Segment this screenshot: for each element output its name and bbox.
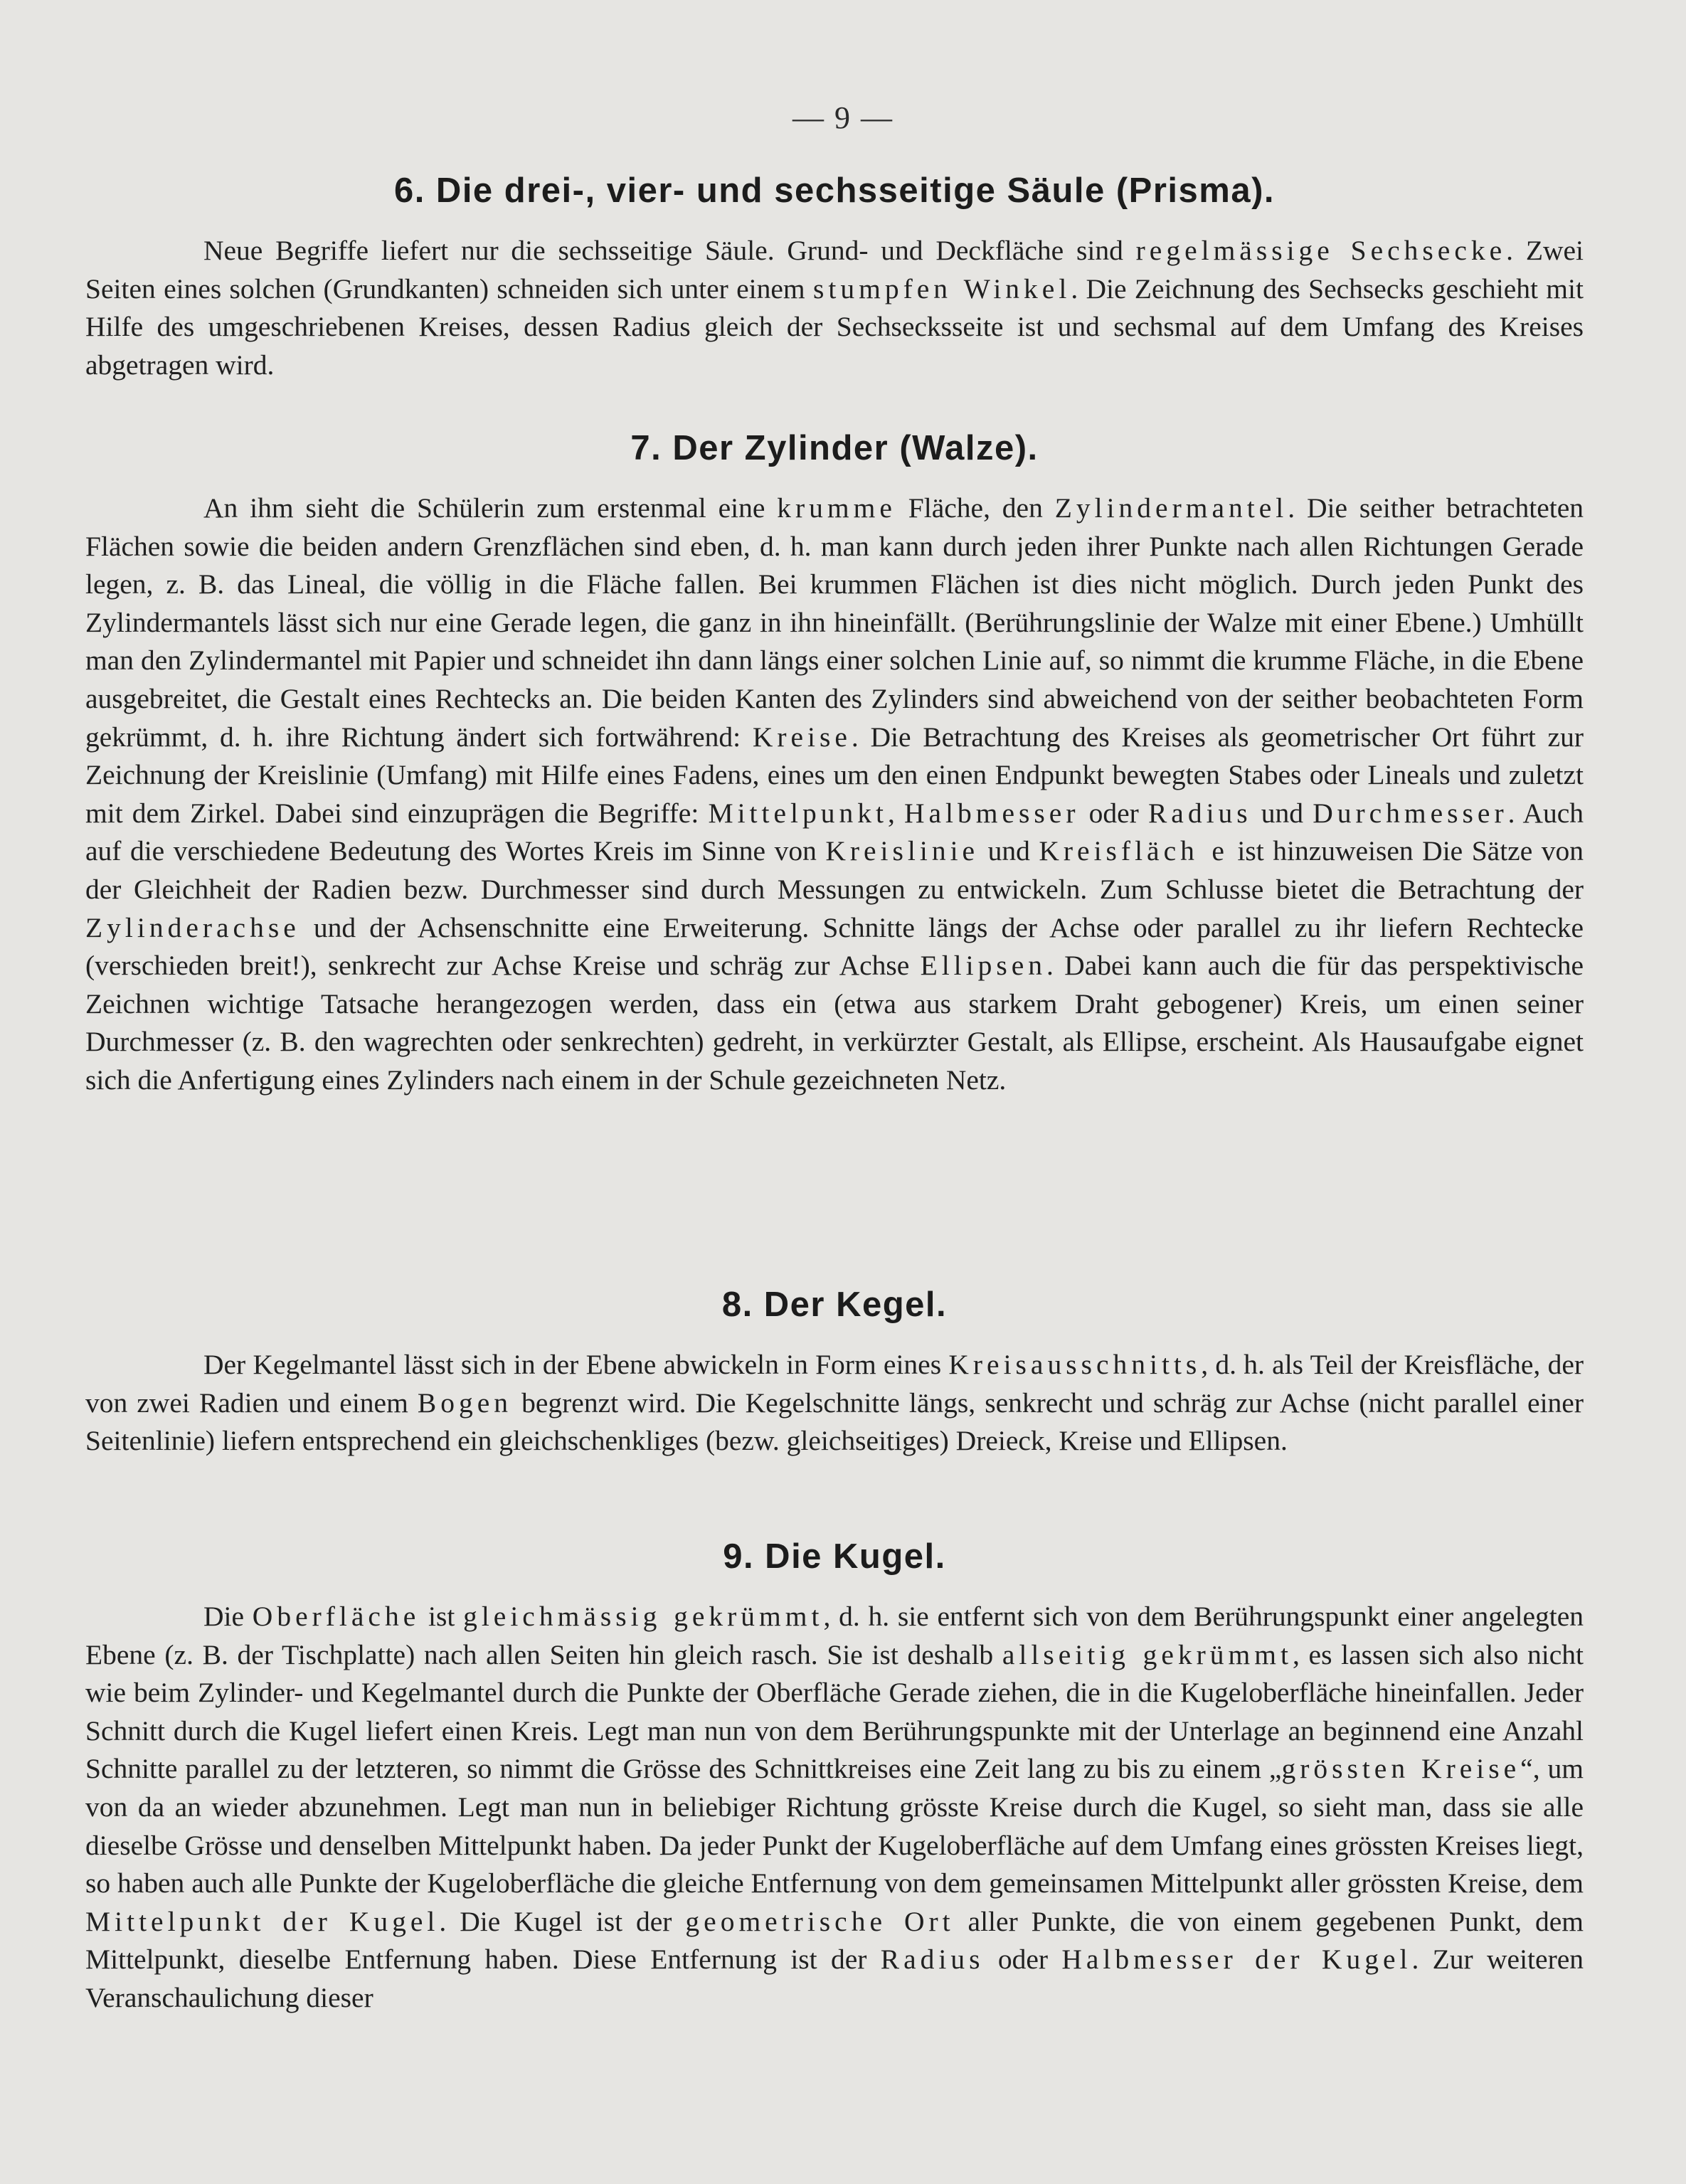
- text-run: oder: [984, 1944, 1062, 1976]
- spaced-term: Durchmesser: [1313, 797, 1508, 829]
- spaced-term: Radius: [880, 1944, 985, 1976]
- spaced-term: Mittelpunkt der Kugel: [85, 1905, 440, 1937]
- text-run: . Die Zeichnung des Sechsecks geschieht mit Hilfe des umgeschriebenen Kreises, dessen Radius gleich der Sechsecksseite ist und sechsmal auf dem Umfang des Kreises abgetragen wird.: [85, 272, 1584, 381]
- section-paragraph: [85, 1598, 1584, 2018]
- spaced-term: Kreisausschnitts: [948, 1349, 1202, 1380]
- text-run: . Die seither betrachteten Flächen sowie die beiden andern Grenzflächen sind eben, d. h. man kann durch jeden ihrer Punkte nach allen Richtungen Gerade legen, z. B. das Lineal, die völlig in die Fläche fallen. Bei krummen Flächen ist dies nicht möglich. Durch jeden Punkt des Zylindermantels lässt sich nur eine Gerade legen, die ganz in ihn hineinfällt. (Berührungslinie der Walze mit einer Ebene.) Umhüllt man den Zylindermantel mit Papier und schneidet ihn dann längs einer solchen Linie auf, so nimmt die krumme Fläche, in die Ebene ausgebreitet, die Gestalt eines Rechtecks an. Die beiden Kanten des Zylinders sind abweichend von der seither beobachteten Form gekrümmt, d. h. ihre Richtung ändert sich fortwährend:: [85, 492, 1584, 753]
- section-heading: 8. Der Kegel.: [721, 1286, 948, 1324]
- spaced-term: Zylinderachse: [85, 911, 300, 943]
- text-run: ist hinzuweisen Die Sätze von der Gleichheit der Radien bezw. Durchmesser sind durch Messungen zu entwickeln. Zum Schlusse bietet die Betrachtung der: [85, 835, 1584, 905]
- text-run: oder: [1079, 797, 1148, 829]
- text-run: und: [979, 835, 1039, 867]
- spaced-term: krumme: [777, 492, 896, 524]
- spaced-term: Bogen: [417, 1387, 513, 1419]
- spaced-term: Radius: [1147, 797, 1252, 829]
- text-run: und der Achsenschnitte eine Erweiterung. Schnitte längs der Achse oder parallel zu ihr liefern Rechtecke (verschieden breit!), senkrecht zur Achse Kreise und schräg zur Achse: [85, 911, 1584, 982]
- text-run: Fläche, den: [896, 492, 1055, 524]
- spaced-term: Oberfläche: [252, 1601, 420, 1632]
- text-run: ist: [420, 1601, 464, 1632]
- page-number: — 9 —: [792, 100, 894, 135]
- section-heading: 6. Die drei-, vier- und sechsseitige Säule (Prisma).: [393, 171, 1276, 210]
- spaced-term: Zylindermantel: [1054, 492, 1288, 524]
- spaced-term: Halbmesser: [904, 797, 1080, 829]
- text-run: begrenzt wird. Die Kegelschnitte längs, senkrecht und schräg zur Achse (nicht parallel einer Seitenlinie) liefern entsprechend ein gleichschenkliges (bezw. gleichseitiges) Dreieck, Kreise und Ellipsen.: [85, 1387, 1584, 1457]
- spaced-term: Kreislinie: [825, 835, 980, 867]
- spaced-term: geometrische Ort: [685, 1905, 955, 1937]
- text-run: . Die Betrachtung des Kreises als geometrischer Ort führt zur Zeichnung der Kreislinie (Umfang) mit Hilfe eines Fadens, eines um den einen Endpunkt bewegten Stabes oder Lineals und zuletzt mit dem Zirkel. Dabei sind einzuprägen die Begriffe:: [85, 721, 1584, 829]
- spaced-term: grössten Kreise: [1281, 1753, 1521, 1785]
- spaced-term: Mittelpunkt: [708, 797, 888, 829]
- text-run: . Zur weiteren Veranschaulichung dieser: [85, 1944, 1584, 2013]
- spaced-term: Halbmesser der Kugel: [1061, 1944, 1412, 1976]
- spaced-term: regelmässige Sechsecke: [1135, 235, 1507, 266]
- text-run: Die: [203, 1601, 253, 1632]
- spaced-term: stumpfen Winkel: [813, 272, 1071, 304]
- section-kugel: [85, 1535, 1584, 2018]
- text-run: Der Kegelmantel lässt sich in der Ebene abwickeln in Form eines: [203, 1349, 949, 1380]
- section-prisma: [85, 169, 1584, 384]
- spaced-term: allseitig gekrümmt: [1002, 1638, 1293, 1670]
- section-heading: 9. Die Kugel.: [723, 1537, 946, 1576]
- spaced-term: gleichmässig gekrümmt: [463, 1601, 824, 1632]
- text-run: An ihm sieht die Schülerin zum erstenmal eine: [203, 492, 778, 524]
- section-zylinder: [85, 427, 1584, 1100]
- text-run: . Dabei kann auch die für das perspektivische Zeichnen wichtige Tatsache herangezogen werden, dass ein (etwa aus starkem Draht gebogener) Kreis, um einen seiner Durchmesser (z. B. den wagrechten oder senkrechten) gedreht, in verkürzter Gestalt, als Ellipse, erscheint. Als Hausaufgabe eignet sich die Anfertigung eines Zylinders nach einem in der Schule gezeichneten Netz.: [85, 950, 1584, 1096]
- text-run: , es lassen sich also nicht wie beim Zylinder- und Kegelmantel durch die Punkte der Oberfläche Gerade ziehen, die in die Kugeloberfläche hineinfallen. Jeder Schnitt durch die Kugel liefert einen Kreis. Legt man nun von dem Berührungspunkte mit der Unterlage an beginnend eine Anzahl Schnitte parallel zu der letzteren, so nimmt die Grösse des Schnittkreises eine Zeit lang zu bis zu einem „: [85, 1638, 1584, 1785]
- text-run: und: [1251, 797, 1313, 829]
- text-run: Neue Begriffe liefert nur die sechsseitige Säule. Grund- und Deckfläche sind: [203, 235, 1136, 266]
- spaced-term: Ellipsen: [920, 950, 1047, 982]
- spaced-term: Kreise: [752, 721, 852, 753]
- text-run: . Zwei Seiten eines solchen (Grundkanten) schneiden sich unter einem: [85, 235, 1584, 304]
- section-paragraph: [85, 1346, 1584, 1461]
- text-run: . Die Kugel ist der: [439, 1905, 686, 1937]
- text-run: aller Punkte, die von einem gegebenen Punkt, dem Mittelpunkt, dieselbe Entfernung haben. Diese Entfernung ist der: [85, 1905, 1584, 1976]
- section-kegel: [85, 1283, 1584, 1461]
- section-paragraph: [85, 489, 1584, 1100]
- text-run: ,: [887, 797, 904, 829]
- text-run: . Auch auf die verschiedene Bedeutung des Wortes Kreis im Sinne von: [85, 797, 1584, 867]
- text-run: , d. h. sie entfernt sich von dem Berührungspunkt einer angelegten Ebene (z. B. der Tischplatte) nach allen Seiten hin gleich rasch. Sie ist deshalb: [85, 1601, 1584, 1670]
- spaced-term: Kreisfläch e: [1039, 835, 1229, 867]
- section-heading: 7. Der Zylinder (Walze).: [630, 429, 1039, 467]
- section-paragraph: [85, 232, 1584, 384]
- text-run: , d. h. als Teil der Kreisfläche, der von zwei Radien und einem: [85, 1349, 1584, 1419]
- text-run: “, um von da an wieder abzunehmen. Legt man nun in beliebiger Richtung grösste Kreise durch die Kugel, so sieht man, dass sie alle dieselbe Grösse und denselben Mittelpunkt haben. Da jeder Punkt der Kugeloberfläche auf dem Umfang eines grössten Kreises liegt, so haben auch alle Punkte der Kugeloberfläche die gleiche Entfernung von dem gemeinsamen Mittelpunkt aller grössten Kreise, dem: [85, 1753, 1584, 1899]
